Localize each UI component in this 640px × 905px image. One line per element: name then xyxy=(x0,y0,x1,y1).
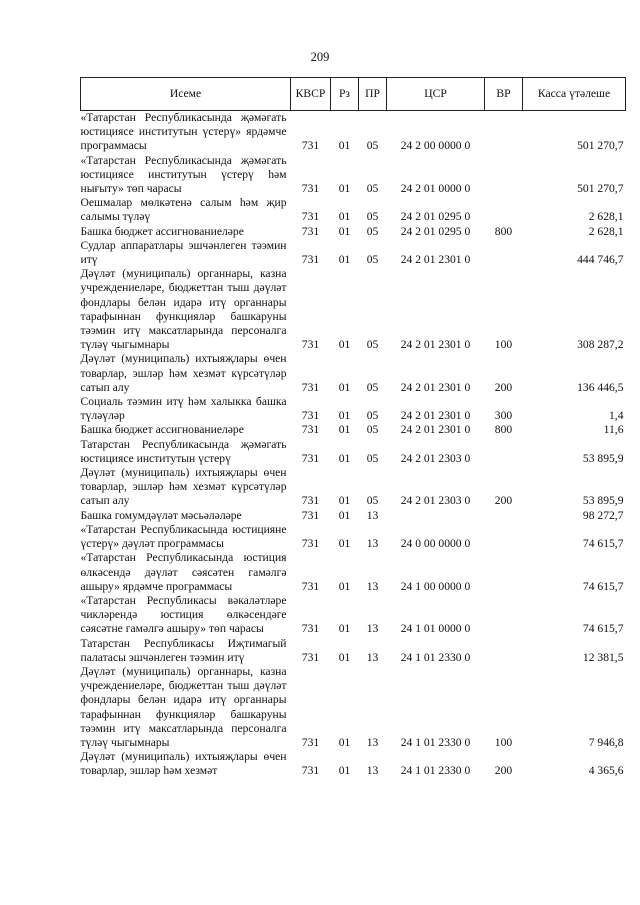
row-vr xyxy=(485,509,523,523)
row-pr: 05 xyxy=(366,182,379,196)
row-pr: 13 xyxy=(366,537,379,551)
table-row xyxy=(81,523,626,551)
row-kvsr: 731 xyxy=(301,210,320,224)
row-csr: 24 2 01 0295 0 xyxy=(400,210,471,224)
row-kassa: 308 287,2 xyxy=(577,338,624,352)
row-name: Дәүләт (муниципаль) органнары, казна учреждениеләре, бюджеттан тыш дәүләт фондлары белән идарә итү органнары тарафыннан функцияләр башкаруны тәэмин итү максатларында персоналга түләү чыгымнары xyxy=(80,664,287,749)
table-row xyxy=(81,395,626,423)
row-rz: 01 xyxy=(338,650,351,664)
table-row xyxy=(81,637,626,665)
header-vr: ВР xyxy=(485,78,523,111)
row-rz: 01 xyxy=(338,210,351,224)
row-csr xyxy=(387,509,485,523)
table-row xyxy=(81,594,626,637)
row-kvsr: 731 xyxy=(301,182,320,196)
row-vr xyxy=(485,438,523,466)
page-number: 209 xyxy=(310,50,330,64)
row-pr: 05 xyxy=(366,224,379,238)
row-name: Дәүләт (муниципаль) органнары, казна учреждениеләре, бюджеттан тыш дәүләт фондлары белән идарә итү органнары тарафыннан функцияләр башкаруны тәэмин итү максатларында персоналга түләү чыгымнары xyxy=(80,267,287,352)
row-vr: 200 xyxy=(494,380,513,394)
row-csr: 24 2 01 2303 0 xyxy=(400,494,471,508)
row-pr: 13 xyxy=(366,650,379,664)
header-csr: ЦСР xyxy=(387,78,485,111)
row-name: Дәүләт (муниципаль) ихтыяҗлары өчен товарлар, эшләр һәм хезмәт күрсәтүләр сатып алу xyxy=(80,352,287,394)
row-pr: 13 xyxy=(366,622,379,636)
row-pr: 13 xyxy=(366,579,379,593)
row-vr xyxy=(485,239,523,267)
row-csr: 24 1 01 2330 0 xyxy=(400,764,471,778)
header-rz: Рз xyxy=(331,78,359,111)
row-rz: 01 xyxy=(338,380,351,394)
row-kassa: 53 895,9 xyxy=(582,451,624,465)
row-vr: 100 xyxy=(494,338,513,352)
row-rz: 01 xyxy=(338,508,351,522)
row-kvsr: 731 xyxy=(301,451,320,465)
row-pr: 05 xyxy=(366,338,379,352)
table-row xyxy=(81,196,626,224)
row-name: Социаль тәэмин итү һәм халыкка башка түләүләр xyxy=(80,395,287,423)
row-csr: 24 1 00 0000 0 xyxy=(400,579,471,593)
row-rz: 01 xyxy=(338,494,351,508)
row-csr: 24 2 01 0000 0 xyxy=(400,182,471,196)
row-kassa: 444 746,7 xyxy=(577,253,624,267)
row-kassa: 501 270,7 xyxy=(577,139,624,153)
row-rz: 01 xyxy=(338,764,351,778)
row-vr: 200 xyxy=(494,494,513,508)
row-vr: 100 xyxy=(494,735,513,749)
row-vr: 800 xyxy=(494,224,513,238)
row-kassa: 4 365,6 xyxy=(588,764,624,778)
row-kassa: 1,4 xyxy=(609,409,624,423)
row-rz: 01 xyxy=(338,451,351,465)
table-row xyxy=(81,352,626,395)
row-kassa: 53 895,9 xyxy=(582,494,624,508)
row-csr: 24 2 01 2301 0 xyxy=(400,423,471,437)
row-rz: 01 xyxy=(338,622,351,636)
row-kassa: 2 628,1 xyxy=(588,210,624,224)
row-vr xyxy=(485,594,523,637)
row-vr xyxy=(485,637,523,665)
row-name: Дәүләт (муниципаль) ихтыяҗлары өчен товарлар, эшләр һәм хезмәт күрсәтүләр сатып алу xyxy=(80,466,287,508)
row-kassa: 2 628,1 xyxy=(588,224,624,238)
row-name: Татарстан Республикасында җәмәгать юстициясе институтын үстерү xyxy=(80,437,287,465)
table-row xyxy=(81,509,626,523)
row-vr xyxy=(485,523,523,551)
row-rz: 01 xyxy=(338,409,351,423)
row-name: «Татарстан Республикасында юстиция өлкәсендә дәүләт сәясәтен гамәлгә ашыру» ярдәмче программасы xyxy=(80,551,287,593)
row-kvsr: 731 xyxy=(301,494,320,508)
row-pr: 05 xyxy=(366,210,379,224)
row-pr: 05 xyxy=(366,380,379,394)
header-pr: ПР xyxy=(359,78,387,111)
row-pr: 05 xyxy=(366,423,379,437)
row-csr: 24 0 00 0000 0 xyxy=(400,537,471,551)
table-header xyxy=(81,78,626,111)
row-name: Судлар аппаратлары эшчәнлеген тәэмин итү xyxy=(80,238,287,267)
table-row xyxy=(81,665,626,750)
row-name: Татарстан Республикасы Иҗтимагый палатасы эшчәнлеген тәэмин итү xyxy=(80,636,287,664)
row-rz: 01 xyxy=(338,139,351,153)
row-kassa: 7 946,8 xyxy=(588,735,624,749)
row-rz: 01 xyxy=(338,338,351,352)
row-csr: 24 2 00 0000 0 xyxy=(400,139,471,153)
row-name: Башка бюджет ассигнованиеләре xyxy=(80,423,244,437)
row-kvsr: 731 xyxy=(301,139,320,153)
row-vr xyxy=(485,111,523,154)
row-name: Башка гомумдәүләт мәсьәләләре xyxy=(80,508,242,522)
row-csr: 24 1 01 2330 0 xyxy=(400,650,471,664)
table-body xyxy=(81,111,626,779)
table-row xyxy=(81,466,626,509)
row-kassa: 11,6 xyxy=(603,423,624,437)
table-row xyxy=(81,154,626,197)
row-vr: 300 xyxy=(494,409,513,423)
row-rz: 01 xyxy=(338,537,351,551)
row-rz: 01 xyxy=(338,735,351,749)
budget-table xyxy=(80,77,626,779)
row-csr: 24 1 01 2330 0 xyxy=(400,735,471,749)
row-kassa: 501 270,7 xyxy=(577,182,624,196)
row-kvsr: 731 xyxy=(301,253,320,267)
row-csr: 24 1 01 0000 0 xyxy=(400,622,471,636)
row-name: Башка бюджет ассигнованиеләре xyxy=(80,224,244,238)
row-kvsr: 731 xyxy=(301,423,320,437)
header-kvsr: КВСР xyxy=(291,78,331,111)
row-kvsr: 731 xyxy=(301,338,320,352)
row-csr: 24 2 01 2303 0 xyxy=(400,451,471,465)
row-csr: 24 2 01 2301 0 xyxy=(400,409,471,423)
row-pr: 13 xyxy=(366,735,379,749)
row-pr: 05 xyxy=(366,409,379,423)
row-rz: 01 xyxy=(338,182,351,196)
row-vr xyxy=(485,196,523,224)
row-pr: 05 xyxy=(366,253,379,267)
row-name: «Татарстан Республикасында юстицияне үстерү» дәүләт программасы xyxy=(80,522,287,551)
row-pr: 13 xyxy=(366,508,379,522)
row-kvsr: 731 xyxy=(301,650,320,664)
row-kvsr: 731 xyxy=(301,409,320,423)
header-kassa: Касса үтәлеше xyxy=(523,78,626,111)
row-name: Оешмалар мөлкәтенә салым һәм җир салымы түләү xyxy=(80,196,287,224)
row-rz: 01 xyxy=(338,224,351,238)
row-csr: 24 2 01 2301 0 xyxy=(400,380,471,394)
row-rz: 01 xyxy=(338,253,351,267)
row-kassa: 74 615,7 xyxy=(582,579,624,593)
row-vr xyxy=(485,154,523,197)
row-pr: 05 xyxy=(366,139,379,153)
row-csr: 24 2 01 2301 0 xyxy=(400,338,471,352)
table-row xyxy=(81,438,626,466)
table-row xyxy=(81,750,626,778)
row-kvsr: 731 xyxy=(301,579,320,593)
row-rz: 01 xyxy=(338,423,351,437)
row-kvsr: 731 xyxy=(301,537,320,551)
table-row xyxy=(81,111,626,154)
row-csr: 24 2 01 0295 0 xyxy=(400,224,471,238)
row-kvsr: 731 xyxy=(301,764,320,778)
row-kassa: 74 615,7 xyxy=(582,537,624,551)
row-pr: 05 xyxy=(366,451,379,465)
table-row xyxy=(81,267,626,352)
row-name: Дәүләт (муниципаль) ихтыяҗлары өчен товарлар, эшләр һәм хезмәт xyxy=(80,750,287,778)
table-row xyxy=(81,423,626,437)
row-name: «Татарстан Республикасы вәкаләтләре чикләрендә юстиция өлкәсендәге сәясәтне гамәлгә ашыру» төп чарасы xyxy=(80,593,287,636)
table-row xyxy=(81,239,626,267)
row-vr xyxy=(485,551,523,594)
row-kvsr: 731 xyxy=(301,380,320,394)
row-rz: 01 xyxy=(338,579,351,593)
row-kvsr: 731 xyxy=(301,224,320,238)
row-csr: 24 2 01 2301 0 xyxy=(400,253,471,267)
row-vr: 800 xyxy=(494,423,513,437)
table-row xyxy=(81,551,626,594)
row-kvsr: 731 xyxy=(301,622,320,636)
row-kassa: 74 615,7 xyxy=(582,622,624,636)
row-kvsr: 731 xyxy=(301,735,320,749)
row-name: «Татарстан Республикасында җәмәгать юстициясе институтын үстерү һәм нығыту» төп чарасы xyxy=(80,153,287,196)
table-row xyxy=(81,225,626,239)
header-name: Исеме xyxy=(81,78,291,111)
row-pr: 13 xyxy=(366,764,379,778)
row-name: «Татарстан Республикасында җәмәгать юстициясе институтын үстерү» ярдәмче программасы xyxy=(80,111,287,153)
row-kassa: 98 272,7 xyxy=(582,508,624,522)
row-pr: 05 xyxy=(366,494,379,508)
row-kassa: 12 381,5 xyxy=(582,650,624,664)
row-kassa: 136 446,5 xyxy=(577,380,624,394)
row-kvsr: 731 xyxy=(301,508,320,522)
row-vr: 200 xyxy=(494,764,513,778)
